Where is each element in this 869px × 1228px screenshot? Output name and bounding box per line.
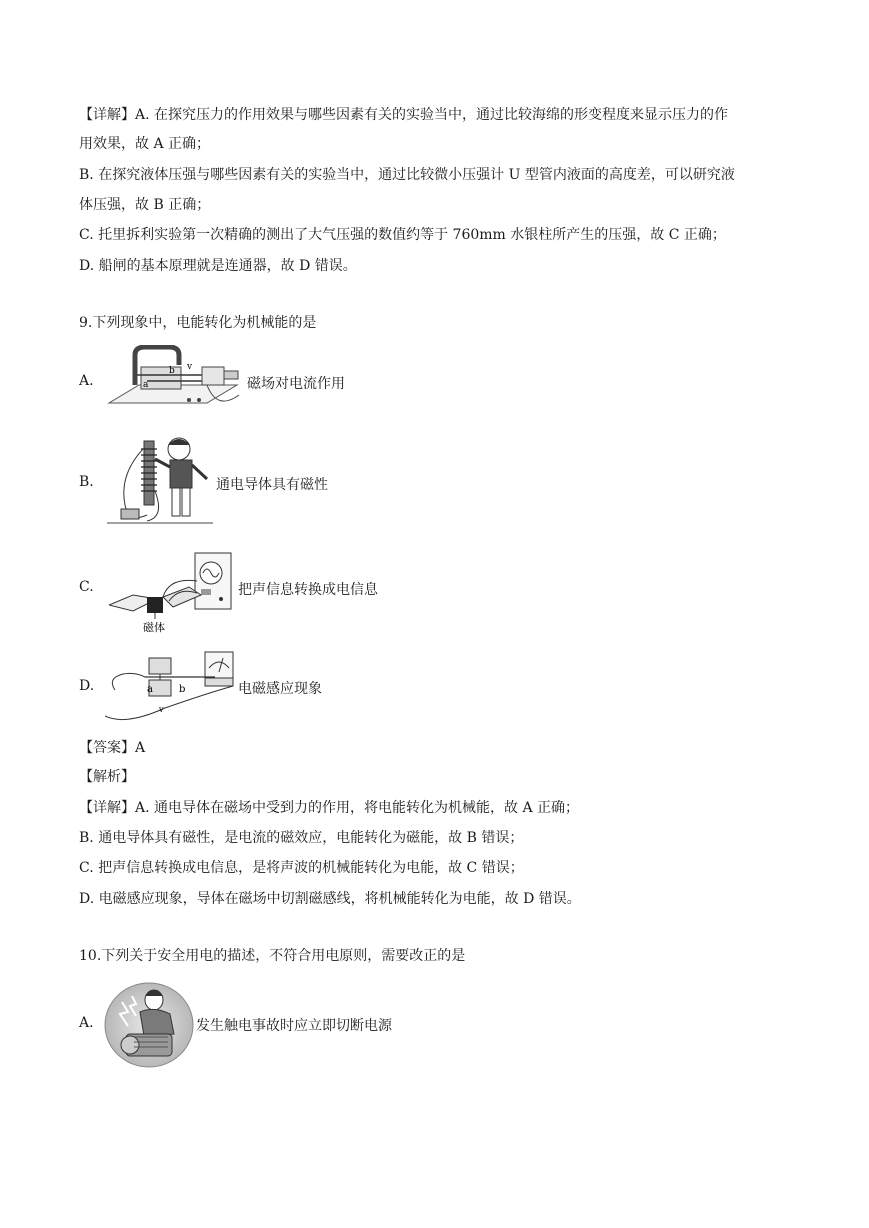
q9-option-b-text: 通电导体具有磁性 <box>216 477 328 493</box>
explanation-line: C. 托里拆利实验第一次精确的测出了大气压强的数值约等于 760mm 水银柱所产生的压强，故 C 正确； <box>79 227 726 243</box>
explanation-line: D. 船闸的基本原理就是连通器，故 D 错误。 <box>79 258 357 274</box>
explanation-line: C. 把声信息转换成电信息，是将声波的机械能转化为电能，故 C 错误； <box>79 860 524 876</box>
explanation-line: 体压强，故 B 正确； <box>79 197 211 213</box>
question-9-stem: 9.下列现象中，电能转化为机械能的是 <box>79 315 317 331</box>
q9-answer: 【答案】A <box>79 740 146 756</box>
q9-analysis-title: 【解析】 <box>79 769 135 785</box>
fig-label-a: a <box>143 380 149 390</box>
motor-experiment-figure <box>107 345 247 413</box>
explanation-line: 用效果，故 A 正确； <box>79 136 211 152</box>
q9-option-c-text: 把声信息转换成电信息 <box>238 582 378 598</box>
electromagnet-boy-figure <box>107 435 213 527</box>
q9-option-d-text: 电磁感应现象 <box>238 681 322 697</box>
explanation-line: B. 在探究液体压强与哪些因素有关的实验当中，通过比较微小压强计 U 型管内液面的高度差，可以研究液 <box>79 167 735 183</box>
induction-galvanometer-figure <box>105 650 235 726</box>
q9-option-d-letter: D. <box>79 678 95 694</box>
q9-option-c-letter: C. <box>79 579 94 595</box>
fig-label-v: v <box>187 362 193 372</box>
explanation-line: B. 通电导体具有磁性，是电流的磁效应，电能转化为磁能，故 B 错误； <box>79 830 524 846</box>
q9-option-a-letter: A. <box>79 373 94 389</box>
fig-label-v: v <box>159 705 164 714</box>
fig-label-a: a <box>147 684 153 695</box>
fig-label-b: b <box>179 684 186 695</box>
q10-option-a-letter: A. <box>79 1015 94 1031</box>
q9-option-a-text: 磁场对电流作用 <box>247 376 345 392</box>
q10-option-a-text: 发生触电事故时应立即切断电源 <box>196 1018 392 1034</box>
question-10-stem: 10.下列关于安全用电的描述，不符合用电原则，需要改正的是 <box>79 948 466 964</box>
q9-option-b-letter: B. <box>79 474 94 490</box>
explanation-line: D. 电磁感应现象，导体在磁场中切割磁感线，将机械能转化为电能，故 D 错误。 <box>79 891 581 907</box>
magnet-oscilloscope-figure <box>109 551 235 633</box>
electric-shock-figure <box>104 982 194 1068</box>
fig-label-magnet: 磁体 <box>143 621 165 633</box>
explanation-line: 【详解】A. 通电导体在磁场中受到力的作用，将电能转化为机械能，故 A 正确； <box>79 800 580 816</box>
fig-label-b: b <box>169 366 175 376</box>
explanation-line: 【详解】A. 在探究压力的作用效果与哪些因素有关的实验当中，通过比较海绵的形变程度来显示压力的作 <box>79 107 729 123</box>
